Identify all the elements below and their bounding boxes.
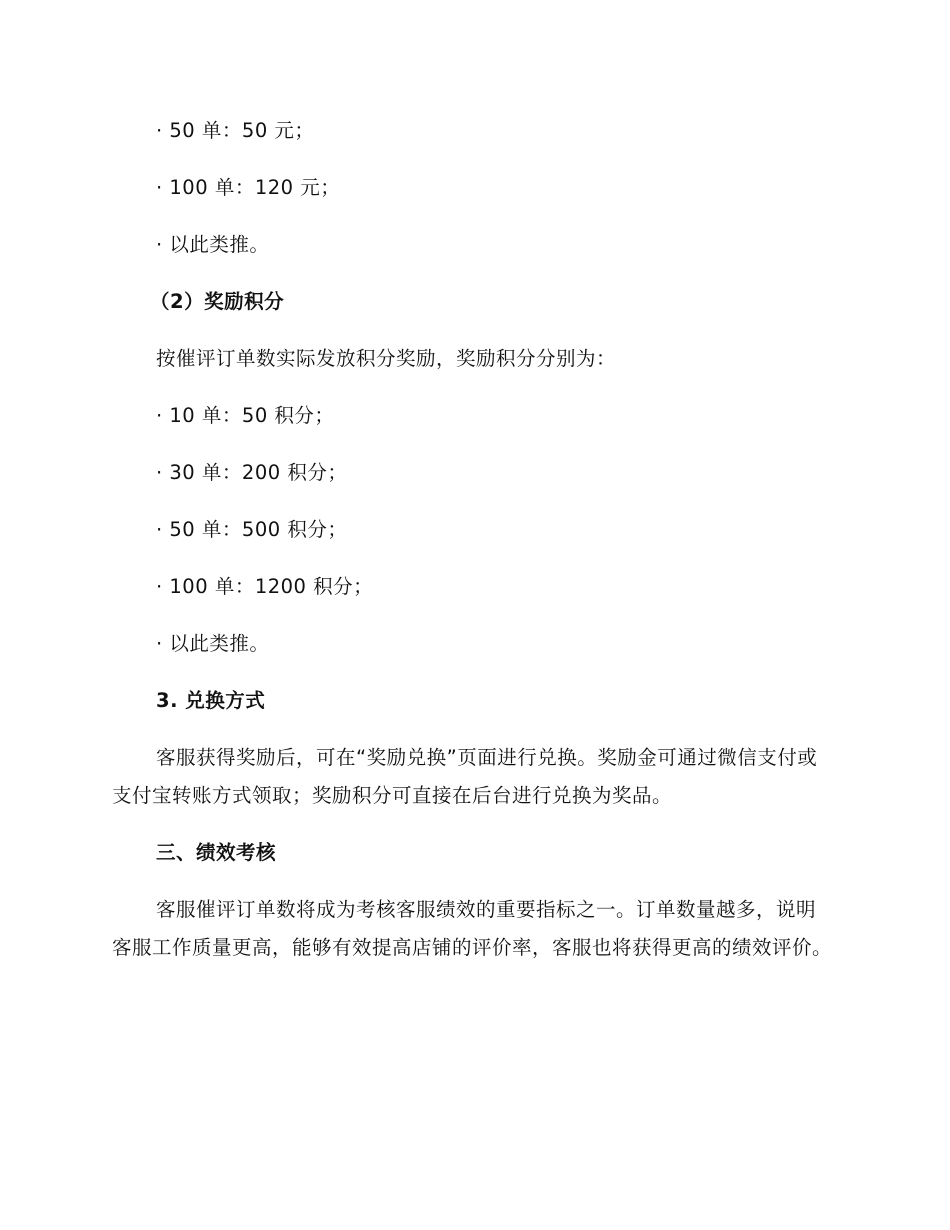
exchange-body: 客服获得奖励后，可在“奖励兑换”页面进行兑换。奖励金可通过微信支付或支付宝转账方式领取；奖励积分可直接在后台进行兑换为奖品。 — [112, 746, 818, 807]
points-bullet-30: · 30 单：200 积分； — [156, 461, 348, 484]
points-bullet-50: · 50 单：500 积分； — [156, 518, 348, 541]
exchange-heading: 3. 兑换方式 — [156, 689, 266, 712]
points-bullet-10: · 10 单：50 积分； — [156, 404, 335, 427]
performance-heading: 三、绩效考核 — [156, 841, 277, 864]
points-intro: 按催评订单数实际发放积分奖励，奖励积分分别为： — [156, 347, 617, 370]
cash-bullet-etc: · 以此类推。 — [156, 233, 270, 256]
cash-bullet-50: · 50 单：50 元； — [156, 119, 315, 142]
points-bullet-etc: · 以此类推。 — [156, 632, 270, 655]
document-content — [112, 112, 832, 986]
performance-body: 客服催评订单数将成为考核客服绩效的重要指标之一。订单数量越多，说明客服工作质量更高，能够有效提高店铺的评价率，客服也将获得更高的绩效评价。 — [112, 898, 833, 959]
points-heading: （2）奖励积分 — [150, 290, 285, 313]
points-bullet-100: · 100 单：1200 积分； — [156, 575, 374, 598]
cash-bullet-100: · 100 单：120 元； — [156, 176, 341, 199]
